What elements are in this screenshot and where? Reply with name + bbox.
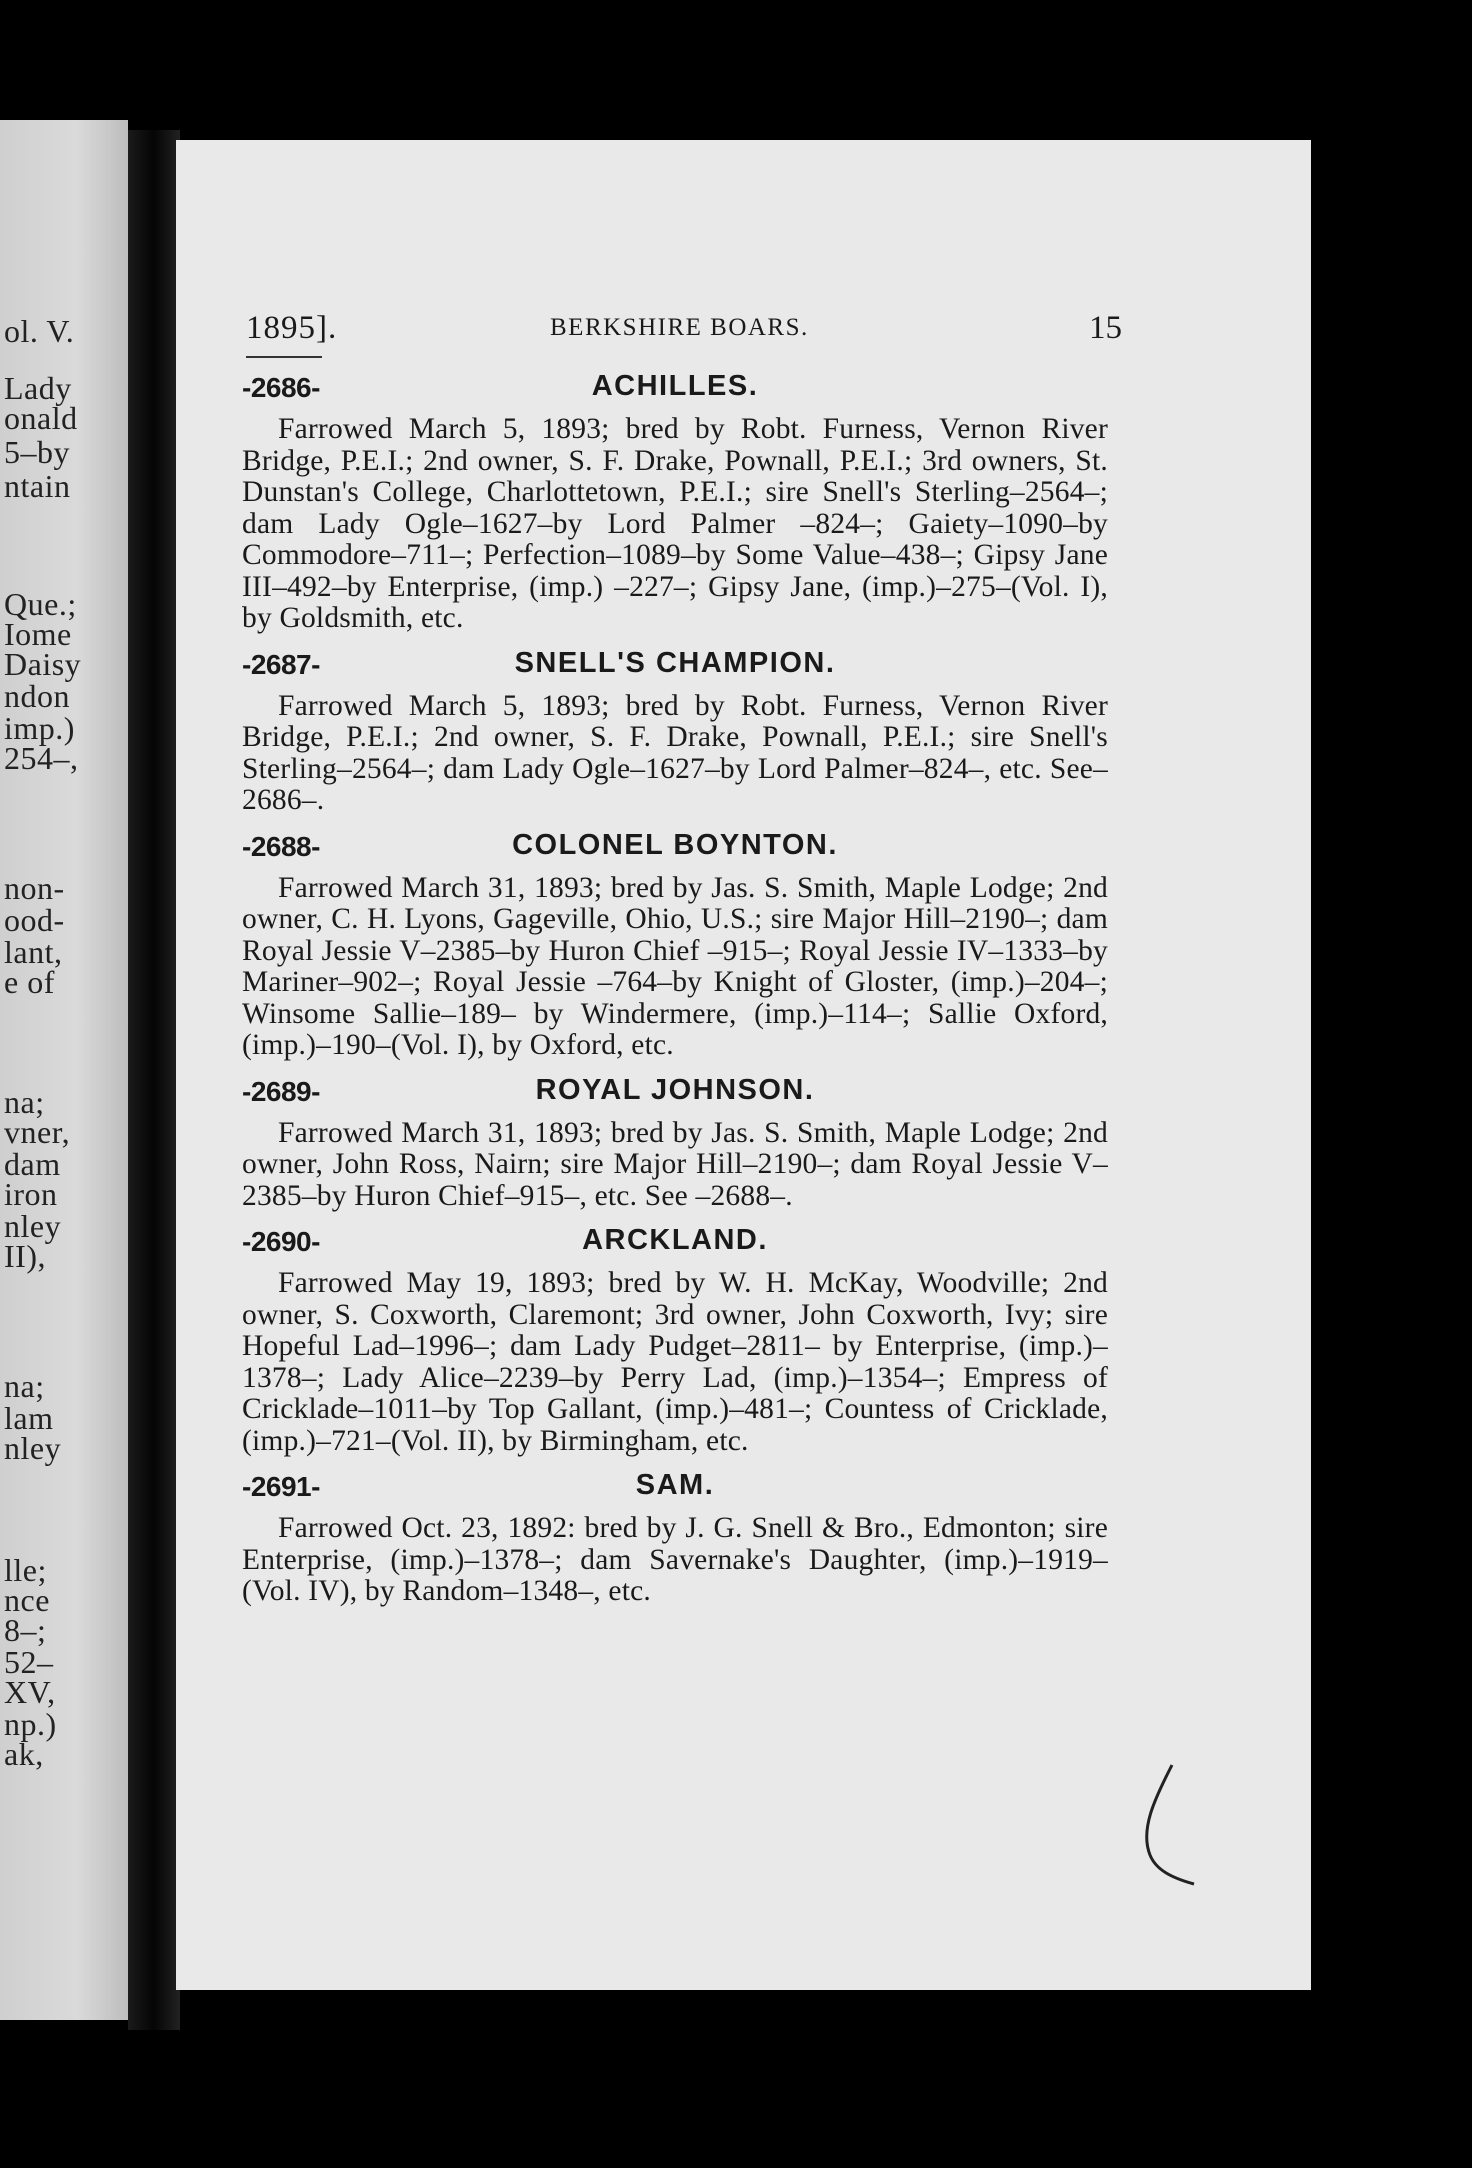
entry-number: -2689- (242, 1075, 320, 1107)
entry-text: Farrowed May 19, 1893; bred by W. H. McKay, Woodville; 2nd owner, S. Coxworth, Claremont; 3rd owner, John Coxworth, Ivy; sire Hopeful Lad–1996–; dam Lady Pudget–2811– by Enterprise, (imp.)–1378–; Lady Alice–2239–by Perry Lad, (imp.)–1354–; Empress of Cricklade–1011–by Top Gallant, (imp.)–481–; Countess of Cricklade, (imp.)–721–(Vol. II), by Birmingham, etc. (242, 1267, 1108, 1457)
left-page-text-fragment: ood- (4, 902, 65, 938)
entry-2689 (242, 1072, 1108, 1213)
left-page-text-fragment: Iome (4, 616, 72, 652)
left-page-text-fragment: e of (4, 964, 55, 1000)
left-page-text-fragment: onald (4, 400, 78, 436)
left-page-text-fragment: Que.; (4, 586, 77, 622)
entry-2687 (242, 645, 1108, 817)
entry-name: SAM. (635, 1469, 715, 1501)
entry-heading (242, 1072, 1108, 1118)
entry-text: Farrowed March 5, 1893; bred by Robt. Furness, Vernon River Bridge, P.E.I.; 2nd owner, S. F. Drake, Pownall, P.E.I.; sire Snell's Sterling–2564–; dam Lady Ogle–1627–by Lord Palmer–824–, etc. See–2686–. (242, 689, 1108, 816)
left-page-text-fragment: lam (4, 1400, 54, 1436)
left-page-text-fragment: 52– (4, 1644, 54, 1680)
entry-name: COLONEL BOYNTON. (512, 828, 838, 861)
left-page-text-fragment: II), (4, 1238, 46, 1274)
entry-2688 (242, 827, 1108, 1062)
entry-text: Farrowed March 31, 1893; bred by Jas. S. Smith, Maple Lodge; 2nd owner, C. H. Lyons, Gageville, Ohio, U.S.; sire Major Hill–2190–; dam Royal Jessie V–2385–by Huron Chief –915–; Royal Jessie IV–1333–by Mariner–902–; Royal Jessie –764–by Knight of Gloster, (imp.)–204–; Winsome Sallie–189– by Windermere, (imp.)–114–; Sallie Oxford, (imp.)–190–(Vol. I), by Oxford, etc. (242, 871, 1108, 1061)
entry-number: -2690- (242, 1226, 320, 1257)
left-page-text-fragment: 8–; (4, 1612, 47, 1648)
left-page-text-fragment: nley (4, 1208, 62, 1244)
entry-heading (242, 1222, 1108, 1268)
entry-heading (242, 1467, 1108, 1513)
entry-heading (242, 368, 1108, 414)
left-page-text-fragment: na; (4, 1368, 45, 1404)
entry-text: Farrowed March 31, 1893; bred by Jas. S. Smith, Maple Lodge; 2nd owner, John Ross, Nairn; sire Major Hill–2190–; dam Royal Jessie V–2385–by Huron Chief–915–, etc. See –2688–. (242, 1116, 1108, 1212)
entry-heading (242, 645, 1108, 691)
entry-2691 (242, 1467, 1108, 1608)
left-page-text-fragment: Daisy (4, 646, 82, 682)
running-head-year: 1895]. (246, 310, 338, 346)
left-page-text-fragment: np.) (4, 1706, 57, 1742)
page-number: 15 (1089, 310, 1122, 346)
left-page-text-fragment: ndon (4, 678, 70, 714)
left-page-text-fragment: nce (4, 1582, 50, 1618)
left-facing-page (0, 120, 128, 2020)
entry-number: -2691- (242, 1471, 320, 1502)
entry-name: ARCKLAND. (582, 1224, 768, 1256)
left-page-text-fragment: ak, (4, 1736, 44, 1772)
left-page-text-fragment: 254–, (4, 740, 79, 776)
left-page-text-fragment: vner, (4, 1114, 71, 1150)
entry-name: SNELL'S CHAMPION. (514, 646, 836, 679)
entry-name: ACHILLES. (591, 370, 759, 402)
entry-heading (242, 827, 1108, 873)
left-page-text-fragment: lle; (4, 1552, 47, 1588)
left-page-text-fragment: lant, (4, 934, 63, 970)
left-page-text-fragment: 5–by (4, 434, 70, 470)
running-head-title: BERKSHIRE BOARS. (550, 314, 809, 341)
running-head (242, 310, 1122, 360)
book-gutter (128, 130, 180, 2030)
entry-number: -2686- (242, 372, 320, 403)
left-page-text-fragment: ol. V. (4, 313, 75, 349)
entry-text: Farrowed March 5, 1893; bred by Robt. Furness, Vernon River Bridge, P.E.I.; 2nd owner, S. F. Drake, Pownall, P.E.I.; 3rd owners, St. Dunstan's College, Charlottetown, P.E.I.; sire Snell's Sterling–2564–; dam Lady Ogle–1627–by Lord Palmer –824–; Gaiety–1090–by Commodore–711–; Perfection–1089–by Some Value–438–; Gipsy Jane III–492–by Enterprise, (imp.) –227–; Gipsy Jane, (imp.)–275–(Vol. I), by Goldsmith, etc. (242, 413, 1108, 634)
book-page (176, 140, 1311, 1990)
entry-number: -2688- (242, 830, 320, 862)
entry-2690 (242, 1222, 1108, 1457)
entry-name: ROYAL JOHNSON. (535, 1073, 815, 1106)
left-page-text-fragment: imp.) (4, 710, 75, 746)
left-page-text-fragment: XV, (4, 1674, 56, 1710)
pencil-mark (1132, 1760, 1202, 1890)
left-page-text-fragment: dam (4, 1146, 61, 1182)
page-content (242, 310, 1122, 1618)
running-head-rule (246, 356, 322, 358)
left-page-text-fragment: Lady (4, 370, 72, 406)
left-page-text-fragment: non- (4, 870, 65, 906)
entry-text: Farrowed Oct. 23, 1892: bred by J. G. Snell & Bro., Edmonton; sire Enterprise, (imp.)–1378–; dam Savernake's Daughter, (imp.)–1919–(Vol. IV), by Random–1348–, etc. (242, 1512, 1108, 1607)
left-page-text-fragment: nley (4, 1430, 62, 1466)
entry-number: -2687- (242, 648, 320, 680)
left-page-text-fragment: na; (4, 1084, 45, 1120)
entry-2686 (242, 368, 1108, 635)
left-page-text-fragment: ntain (4, 468, 71, 504)
left-page-text-fragment: iron (4, 1176, 58, 1212)
